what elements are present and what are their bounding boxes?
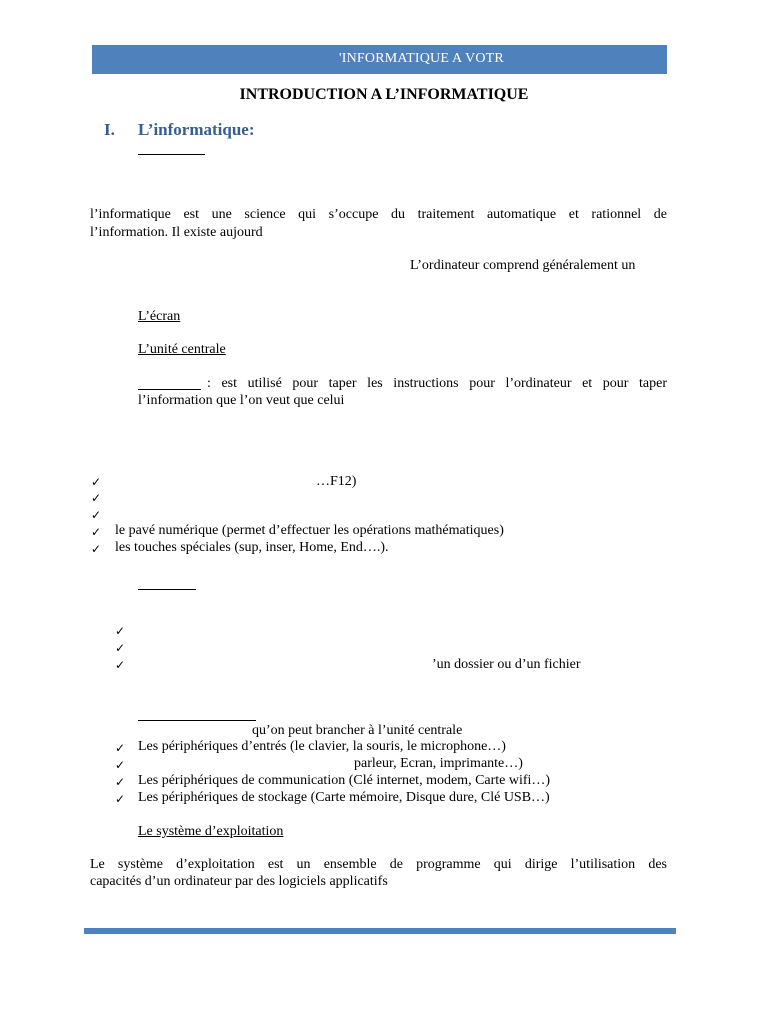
peripheral-item: Les périphériques de stockage (Carte mémoire, Disque dure, Clé USB…) [138,790,550,805]
computer-line: L’ordinateur comprend généralement un [410,258,636,273]
footer-bar [84,928,676,934]
keyboard-item: …F12) [316,474,357,489]
blank-rule [138,389,201,390]
checkmark-icon: ✓ [115,775,126,789]
checkmark-icon: ✓ [115,641,126,655]
checkmark-icon: ✓ [115,624,126,638]
peripheral-item: Les périphériques d’entrés (le clavier, la souris, le microphone…) [138,739,506,754]
checkmark-icon: ✓ [115,658,126,672]
checkmark-icon: ✓ [91,491,102,505]
keyboard-item: les touches spéciales (sup, inser, Home, End….). [115,540,389,555]
intro-line-1: l’informatique est une science qui s’occupe du traitement automatique et rationnel de [90,207,667,222]
keyboard-item: le pavé numérique (permet d’effectuer les opérations mathématiques) [115,523,504,538]
checkmark-icon: ✓ [115,758,126,772]
section-number: I. [104,120,115,139]
component-central-unit: L’unité centrale [138,342,226,357]
os-line-1: Le système d’exploitation est un ensemble de programme qui dirige l’utilisation des [90,857,667,872]
component-screen: L’écran [138,309,181,324]
peripheral-item: Les périphériques de communication (Clé internet, modem, Carte wifi…) [138,773,551,788]
keyboard-desc-line-2: l’information que l’on veut que celui [138,393,345,408]
intro-line-2: l’information. Il existe aujourd [90,225,263,240]
peripheral-item: parleur, Ecran, imprimante…) [354,756,523,771]
checkmark-icon: ✓ [91,475,102,489]
document-title: INTRODUCTION A L’INFORMATIQUE [239,86,529,103]
header-banner [92,45,667,74]
checkmark-icon: ✓ [91,508,102,522]
blank-rule [138,720,256,721]
keyboard-desc-line-1: : est utilisé pour taper les instructions pour l’ordinateur et pour taper [207,376,667,391]
section-title: L’informatique: [138,120,255,139]
blank-rule [138,154,205,155]
peripherals-intro: qu’on peut brancher à l’unité centrale [252,723,463,738]
checkmark-icon: ✓ [91,525,102,539]
section-heading [104,120,255,140]
checkmark-icon: ✓ [115,741,126,755]
header-banner-text: 'INFORMATIQUE A VOTR [339,51,504,66]
os-heading: Le système d’exploitation [138,824,284,839]
blank-rule [138,589,196,590]
os-line-2: capacités d’un ordinateur par des logiciels applicatifs [90,874,388,889]
checkmark-icon: ✓ [91,542,102,556]
checkmark-icon: ✓ [115,792,126,806]
mouse-item: ’un dossier ou d’un fichier [432,657,581,672]
